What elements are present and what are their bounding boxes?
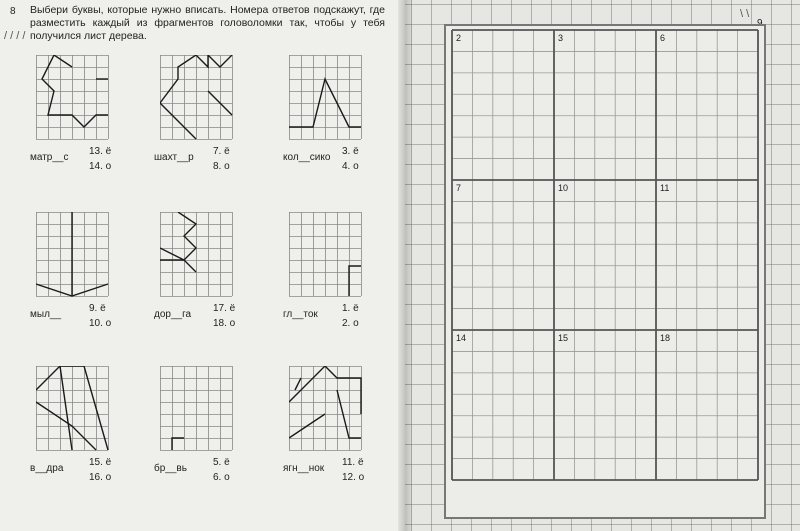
puzzle-grid (160, 366, 232, 450)
puzzle-fragment-svg (160, 212, 233, 297)
puzzle-fragment-svg (36, 366, 109, 451)
decorative-dashes: / / / / (4, 30, 26, 42)
answer-option: 14. о (89, 161, 112, 172)
answer-option: 13. ё (89, 146, 112, 157)
puzzle-grid (160, 212, 232, 296)
puzzle-grid (160, 55, 232, 139)
leaf-outline-fragment (337, 390, 361, 438)
puzzle-grid (36, 55, 108, 139)
word-with-gap: в__дра (30, 463, 64, 474)
answer-option: 1. ё (342, 303, 359, 314)
leaf-outline-fragment (178, 212, 196, 272)
word-with-gap: бр__вь (154, 463, 187, 474)
answer-options (89, 455, 111, 485)
leaf-outline-fragment (160, 55, 232, 103)
puzzle-grid (36, 212, 108, 296)
answer-option: 3. ё (342, 146, 359, 157)
answer-options (342, 455, 364, 485)
answer-options (89, 144, 111, 174)
answer-option: 5. ё (213, 457, 230, 468)
decorative-dashes-right: \ \ (740, 8, 750, 20)
answer-option: 8. о (213, 161, 230, 172)
answer-options (213, 301, 235, 331)
answer-option: 18. о (213, 318, 236, 329)
answer-option: 12. о (342, 472, 365, 483)
answer-option: 15. ё (89, 457, 112, 468)
answer-option: 11. ё (342, 457, 364, 468)
answer-options (342, 144, 359, 174)
leaf-outline-fragment (172, 438, 184, 450)
leaf-outline-fragment (160, 248, 184, 260)
instruction-text: Выбери буквы, которые нужно вписать. Номера ответов подскажут, где разместить каждый из фрагментов головоломки так, чтобы у тебя получился лист дерева. (30, 4, 385, 42)
word-with-gap: мыл__ (30, 309, 62, 320)
word-with-gap: дор__га (154, 309, 192, 320)
puzzle-fragment-svg (160, 366, 233, 451)
answer-option: 10. о (89, 318, 112, 329)
answer-options (342, 301, 359, 331)
board-cell-number: 14 (456, 333, 467, 343)
answer-board (444, 24, 766, 519)
puzzle-grid (36, 366, 108, 450)
puzzle-fragment-svg (289, 212, 362, 297)
leaf-outline-fragment (208, 91, 232, 115)
puzzle-fragment-svg (289, 55, 362, 140)
puzzle-grid (289, 366, 361, 450)
word-with-gap: ягн__нок (283, 463, 325, 474)
answer-option: 17. ё (213, 303, 236, 314)
leaf-outline-fragment (349, 266, 361, 296)
board-cell-number: 2 (456, 33, 462, 43)
page-number-left: 8 (10, 6, 16, 17)
board-cell-number: 15 (558, 333, 569, 343)
leaf-outline-fragment (289, 79, 361, 127)
leaf-outline-fragment (289, 414, 325, 438)
leaf-outline-fragment (54, 55, 72, 67)
board-cell-number: 3 (558, 33, 564, 43)
leaf-outline-fragment (295, 378, 301, 390)
answer-option: 4. о (342, 161, 359, 172)
puzzle-grid (289, 212, 361, 296)
board-cell-number: 10 (558, 183, 569, 193)
answer-option: 16. о (89, 472, 112, 483)
leaf-outline-fragment (42, 55, 108, 127)
leaf-outline-fragment (160, 103, 196, 139)
puzzle-fragment-svg (36, 212, 109, 297)
word-with-gap: матр__с (30, 152, 69, 163)
answer-option: 2. о (342, 318, 359, 329)
answer-option: 9. ё (89, 303, 106, 314)
answer-option: 6. о (213, 472, 230, 483)
puzzle-fragment-svg (289, 366, 362, 451)
book-spine (398, 0, 412, 531)
puzzle-fragment-svg (160, 55, 233, 140)
board-grid (446, 26, 764, 517)
answer-options (213, 455, 230, 485)
board-cell-number: 11 (660, 183, 670, 193)
answer-options (213, 144, 230, 174)
word-with-gap: кол__сико (283, 152, 331, 163)
leaf-outline-fragment (289, 366, 361, 414)
puzzle-grid (289, 55, 361, 139)
answer-option: 7. ё (213, 146, 230, 157)
word-with-gap: гл__ток (283, 309, 318, 320)
puzzle-fragment-svg (36, 55, 109, 140)
board-cell-number: 18 (660, 333, 671, 343)
board-cell-number: 7 (456, 183, 462, 193)
answer-options (89, 301, 111, 331)
word-with-gap: шахт__р (154, 152, 194, 163)
board-cell-number: 6 (660, 33, 666, 43)
